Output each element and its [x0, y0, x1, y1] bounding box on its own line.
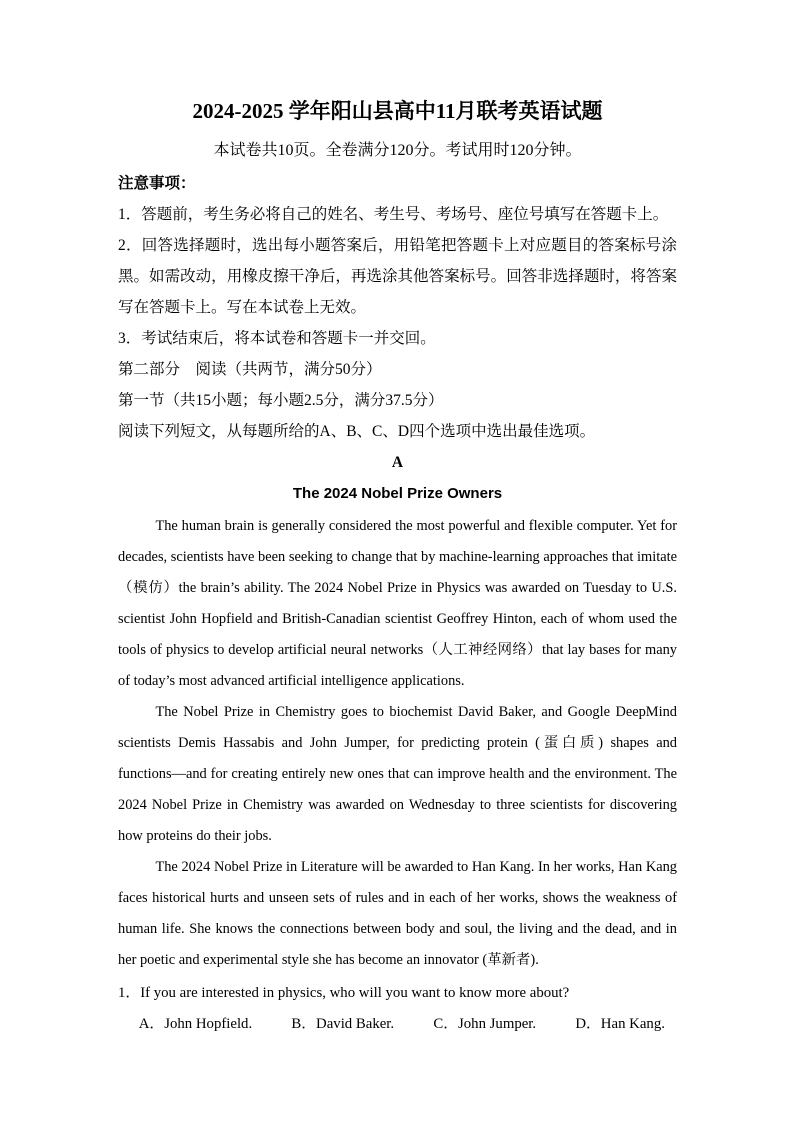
question-1-option-d: D．Han Kang.	[575, 1016, 665, 1032]
instruction-line: 阅读下列短文，从每题所给的A、B、C、D四个选项中选出最佳选项。	[118, 423, 596, 440]
passage-paragraph-3: The 2024 Nobel Prize in Literature will be awarded to Han Kang. In her works, Han Kang faces historical hurts and unseen sets of rules and in each of her works, shows the weakness of human life. She knows the connections between body and soul, the living and the dead, and in her poetic and experimental style she has become an innovator (革新者).	[118, 859, 677, 968]
section-node-line: 第一节（共15小题；每小题2.5分，满分37.5分）	[118, 392, 444, 409]
question-1-options	[118, 1009, 677, 1040]
notice-item-2: 2．回答选择题时，选出每小题答案后，用铅笔把答题卡上对应题目的答案标号涂黑。如需改动，用橡皮擦干净后，再选涂其他答案标号。回答非选择题时，将答案写在答题卡上。写在本试卷上无效。	[118, 237, 677, 316]
passage-paragraph-2: The Nobel Prize in Chemistry goes to biochemist David Baker, and Google DeepMind scientists Demis Hassabis and John Jumper, for predicting protein (蛋白质) shapes and functions—and for creating entirely new ones that can improve health and the environment. The 2024 Nobel Prize in Chemistry was awarded on Wednesday to three scientists for discovering how proteins do their jobs.	[118, 704, 677, 844]
exam-subtitle: 本试卷共10页。全卷满分120分。考试用时120分钟。	[213, 142, 582, 159]
question-1-option-c: C．John Jumper.	[433, 1016, 537, 1032]
exam-title: 2024-2025 学年阳山县高中11月联考英语试题	[192, 99, 603, 123]
passage-label: A	[391, 454, 404, 471]
question-1-option-b: B．David Baker.	[291, 1016, 395, 1032]
notice-heading: 注意事项：	[118, 175, 196, 192]
passage-paragraph-1: The human brain is generally considered the most powerful and flexible computer. Yet for decades, scientists have been seeking to change that by machine-learning approaches that imitate（模仿）the brain’s ability. The 2024 Nobel Prize in Physics was awarded on Tuesday to U.S. scientist John Hopfield and British-Canadian scientist Geoffrey Hinton, each of whom used the tools of physics to develop artificial neural networks（人工神经网络）that lay bases for many of today’s most advanced artificial intelligence applications.	[118, 518, 677, 689]
section-part-line: 第二部分 阅读（共两节，满分50分）	[118, 361, 382, 378]
question-1-option-a: A．John Hopfield.	[138, 1016, 253, 1032]
passage-title: The 2024 Nobel Prize Owners	[292, 485, 503, 502]
notice-item-3: 3．考试结束后，将本试卷和答题卡一并交回。	[118, 330, 436, 347]
notice-item-1: 1．答题前，考生务必将自己的姓名、考生号、考场号、座位号填写在答题卡上。	[118, 206, 669, 223]
question-1-text: 1．If you are interested in physics, who will you want to know more about?	[118, 985, 570, 1001]
